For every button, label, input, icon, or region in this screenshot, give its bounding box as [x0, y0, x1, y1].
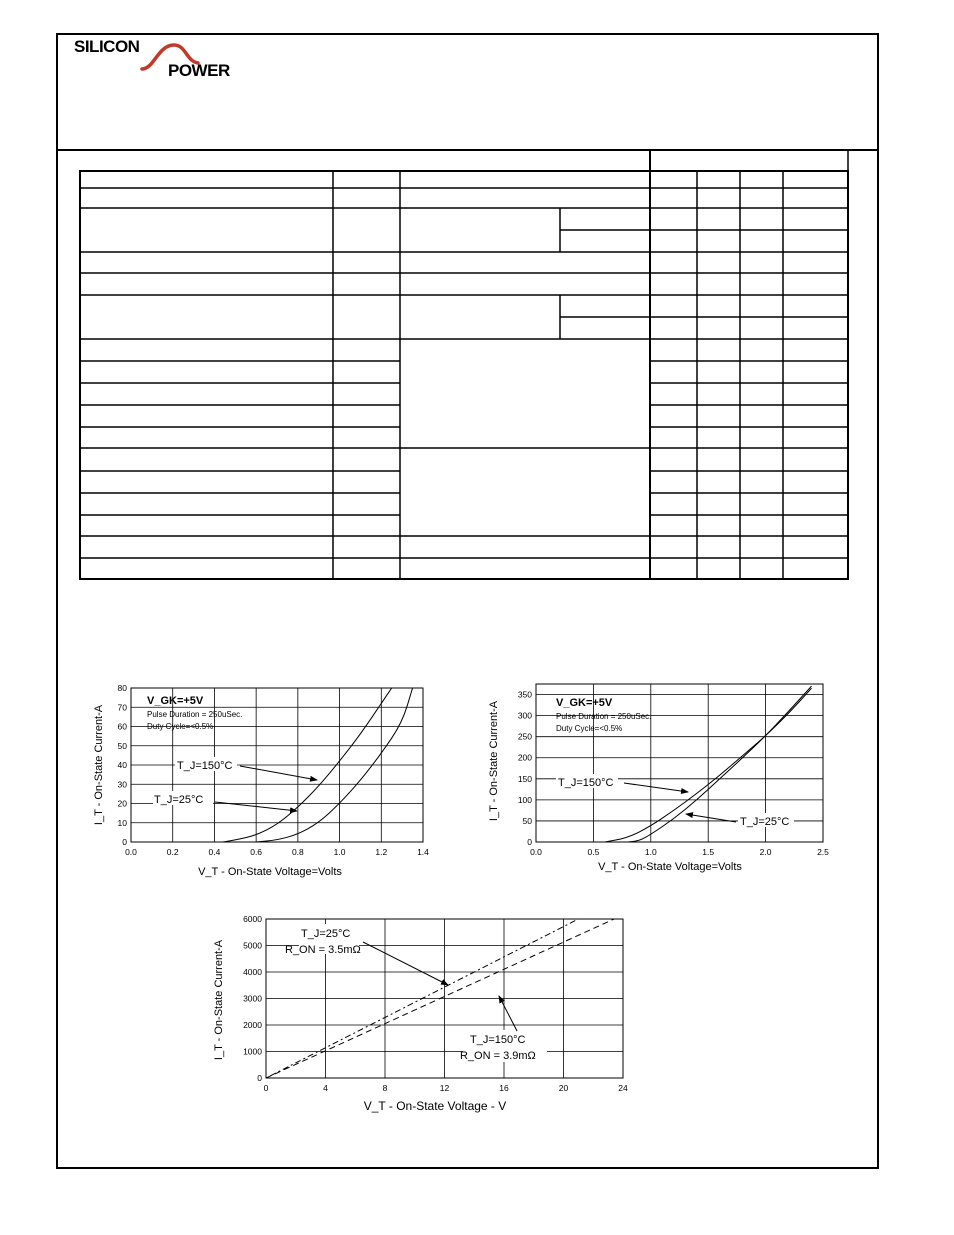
chart3-arrow-t150 [499, 996, 517, 1031]
chart3-arrow-t25 [363, 942, 448, 985]
c1-ytick: 0 [122, 837, 127, 847]
c2-ytick: 350 [517, 689, 532, 700]
c1-xtick: 1.2 [375, 847, 388, 857]
chart1-annotation-duty: Duty Cycle=<0.5% [147, 722, 214, 731]
chart1-arrow-t150 [240, 766, 317, 780]
chart-on-state-current-large [205, 910, 645, 1120]
chart2-arrow-t150 [624, 783, 688, 792]
chart1-ylabel: I_T - On-State Current-A [93, 704, 105, 826]
specification-table [79, 151, 851, 583]
chart1-annotation-pulse: Pulse Duration = 250uSec. [147, 710, 243, 719]
c1-xtick: 0.6 [250, 847, 263, 857]
c2-xtick: 2.5 [817, 847, 829, 857]
logo-text-power: POWER [168, 61, 230, 80]
c3-ytick: 2000 [243, 1020, 262, 1030]
c3-xtick: 24 [618, 1083, 628, 1093]
c2-ytick: 50 [522, 815, 532, 826]
c2-ytick: 100 [517, 794, 532, 805]
c3-ytick: 1000 [243, 1046, 262, 1057]
chart2-annotation-pulse: Pulse Duration = 250uSec. [556, 712, 652, 721]
chart2-xlabel: V_T - On-State Voltage=Volts [598, 861, 742, 873]
chart2-annotation-duty: Duty Cycle=<0.5% [556, 724, 623, 733]
c1-ytick: 20 [117, 798, 127, 809]
c1-xtick: 0.2 [166, 847, 179, 857]
c3-ytick: 4000 [243, 967, 262, 977]
c1-ytick: 50 [117, 740, 127, 751]
chart1-annotation-vgk: V_GK=+5V [147, 695, 204, 707]
chart3-label-t25: T_J=25°C [301, 928, 351, 940]
chart3-label-r150: R_ON = 3.9mΩ [460, 1050, 536, 1062]
c3-xtick: 16 [499, 1083, 509, 1093]
c3-xtick: 12 [439, 1083, 450, 1093]
c1-xtick: 0.0 [125, 847, 137, 857]
chart2-label-t150: T_J=150°C [558, 777, 614, 789]
c2-ytick: 0 [527, 837, 532, 847]
c2-ytick: 300 [517, 710, 532, 721]
c1-ytick: 60 [117, 721, 127, 732]
chart2-annotation-vgk: V_GK=+5V [556, 697, 613, 709]
c1-ytick: 10 [117, 817, 127, 828]
chart1-label-t150: T_J=150°C [177, 760, 233, 772]
c2-xtick: 1.0 [644, 847, 657, 857]
c2-ytick: 150 [517, 773, 532, 784]
chart3-ylabel: I_T - On-State Current-A [213, 939, 225, 1061]
chart3-xlabel: V_T - On-State Voltage - V [363, 1099, 507, 1113]
c2-xtick: 1.5 [702, 847, 715, 857]
c3-ytick: 3000 [243, 993, 262, 1004]
chart3-label-t150: T_J=150°C [470, 1034, 526, 1046]
c3-ytick: 0 [257, 1073, 262, 1083]
c1-xtick: 1.4 [417, 847, 429, 857]
c3-ytick: 5000 [243, 940, 262, 951]
c3-xtick: 0 [263, 1083, 269, 1093]
c2-xtick: 0.5 [587, 847, 600, 857]
c1-xtick: 0.8 [291, 847, 304, 857]
c1-ytick: 80 [117, 683, 127, 693]
c2-ytick: 200 [517, 752, 532, 763]
chart-on-state-current-small [85, 680, 445, 885]
chart1-xlabel: V_T - On-State Voltage=Volts [198, 866, 342, 878]
chart2-label-t25: T_J=25°C [740, 816, 790, 828]
c3-ytick: 6000 [243, 914, 262, 924]
chart-on-state-current-medium [480, 676, 850, 881]
c1-ytick: 30 [117, 779, 127, 790]
chart2-ylabel: I_T - On-State Current-A [488, 700, 500, 822]
c3-xtick: 4 [323, 1083, 328, 1093]
c1-xtick: 0.4 [208, 847, 221, 857]
c2-xtick: 2.0 [759, 847, 772, 857]
c2-ytick: 250 [517, 731, 532, 742]
c1-ytick: 40 [117, 760, 127, 770]
silicon-power-logo [74, 37, 246, 87]
c1-ytick: 70 [117, 702, 127, 713]
c1-xtick: 1.0 [333, 847, 346, 857]
c2-xtick: 0.0 [530, 847, 542, 857]
c3-xtick: 20 [558, 1083, 569, 1093]
c3-xtick: 8 [382, 1083, 388, 1093]
chart3-label-r25: R_ON = 3.5mΩ [285, 944, 361, 956]
logo-text-silicon: SILICON [74, 37, 140, 56]
chart1-label-t25: T_J=25°C [154, 794, 204, 806]
